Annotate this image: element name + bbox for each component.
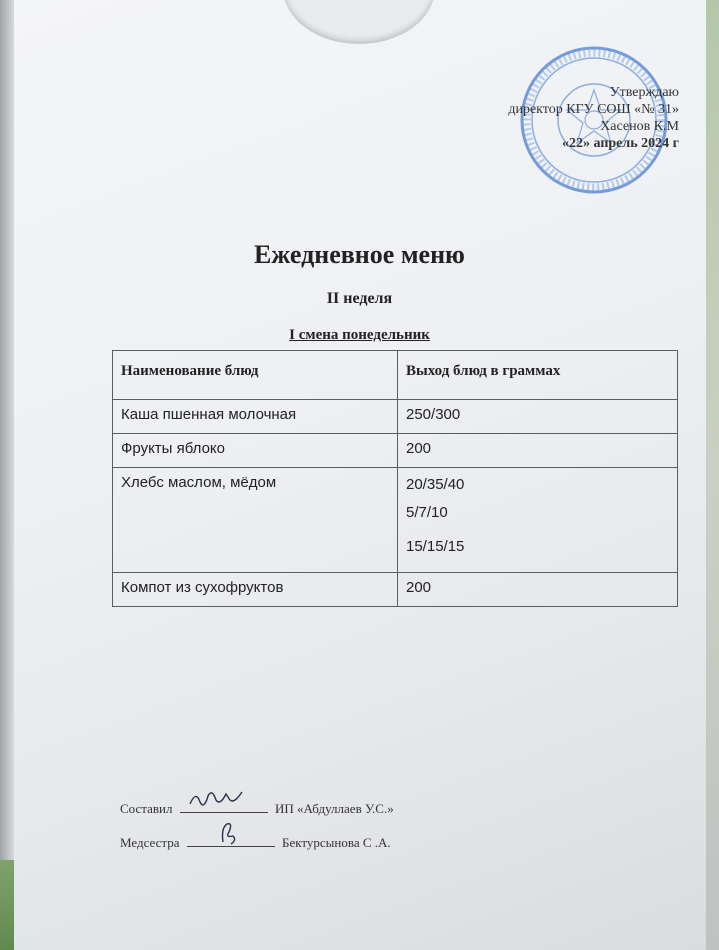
cell-dish: Каша пшенная молочная — [113, 400, 398, 434]
menu-table — [112, 350, 678, 607]
cell-dish: Компот из сухофруктов — [113, 573, 398, 607]
cell-grams: 200 — [398, 434, 678, 468]
signature-nurse — [120, 834, 391, 851]
approval-date: «22» апрель 2024 г — [562, 136, 679, 151]
approval-line-3: Хасенов К.М — [600, 119, 679, 134]
nurse-name: Бектурсынова С .А. — [282, 835, 391, 850]
compiled-label: Составил — [120, 801, 173, 816]
cell-dish: Фрукты яблоко — [113, 434, 398, 468]
table-row — [113, 434, 678, 468]
table-row — [113, 400, 678, 434]
signature-line — [180, 800, 268, 813]
handwritten-signature-icon — [186, 786, 246, 812]
handwritten-signature-icon — [193, 820, 253, 846]
signature-compiled — [120, 800, 394, 817]
week-label: II неделя — [326, 290, 393, 307]
cell-grams: 200 — [398, 573, 678, 607]
approval-line-2: директор КГУ СОШ «№ 31» — [508, 102, 679, 117]
page-title: Ежедневное меню — [254, 240, 465, 269]
grams-line: 20/35/40 — [406, 476, 465, 493]
cell-grams: 250/300 — [398, 400, 678, 434]
header-grams: Выход блюд в граммах — [398, 351, 678, 400]
grams-line: 15/15/15 — [406, 538, 465, 555]
cell-grams — [398, 468, 678, 573]
grams-line: 5/7/10 — [406, 504, 448, 521]
shift-label: I смена понедельник — [289, 327, 430, 343]
approval-block — [508, 84, 679, 152]
nurse-label: Медсестра — [120, 835, 180, 850]
approval-line-1: Утверждаю — [609, 85, 679, 100]
table-header-row — [113, 351, 678, 400]
folder-corner — [0, 860, 14, 950]
table-row — [113, 573, 678, 607]
signature-line — [187, 834, 275, 847]
wall-right-strip — [706, 0, 719, 950]
header-dish: Наименование блюд — [113, 351, 398, 400]
folder-left-edge — [0, 0, 14, 950]
cell-dish: Хлебс маслом, мёдом — [113, 468, 398, 573]
table-row — [113, 468, 678, 573]
compiled-name: ИП «Абдуллаев У.С.» — [274, 801, 394, 816]
